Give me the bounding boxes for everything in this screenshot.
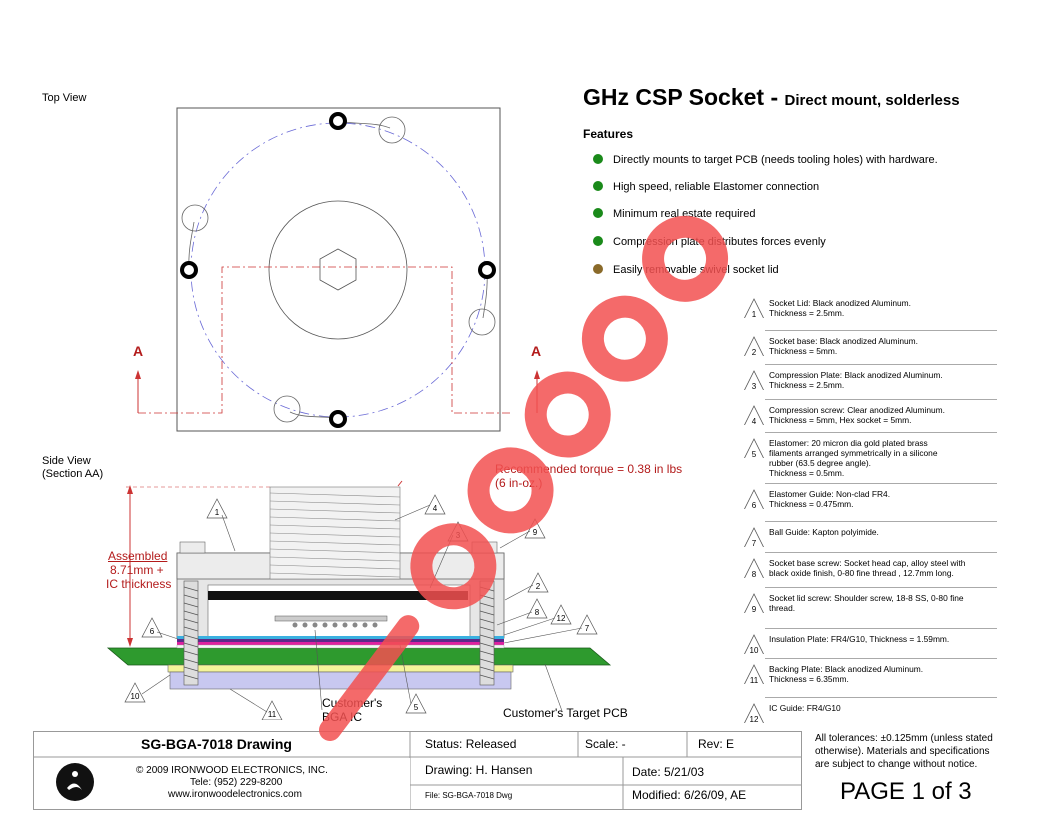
tolerance-note-line2: otherwise). Materials and specifications: [815, 746, 990, 757]
side-view-label: Side View: [42, 455, 91, 467]
part-number-triangle-icon: [743, 370, 765, 390]
modified-date: Modified: 6/26/09, AE: [632, 788, 747, 802]
part-number: 7: [751, 539, 757, 547]
callout-3: 3: [455, 531, 461, 540]
target-pcb: [108, 648, 610, 665]
part-description: IC Guide: FR4/G10: [769, 703, 841, 713]
part-description: Backing Plate: Black anodized Aluminum. Thickness = 6.35mm.: [769, 664, 924, 684]
company-phone: Tele: (952) 229-8200: [190, 777, 283, 788]
customer-bga-label-line2: BGA IC: [322, 710, 363, 724]
feature-item: Easily removable swivel socket lid: [593, 264, 779, 280]
title-main: GHz CSP Socket -: [583, 84, 785, 110]
callout-6: 6: [149, 627, 155, 636]
part-description: Socket Lid: Black anodized Aluminum. Thickness = 2.5mm.: [769, 298, 911, 318]
ironwood-logo: [55, 762, 95, 802]
file-name: File: SG-BGA-7018 Dwg: [425, 791, 513, 800]
tolerance-note-line3: are subject to change without notice.: [815, 759, 978, 770]
part-description: Socket base: Black anodized Aluminum. Thickness = 5mm.: [769, 336, 918, 356]
part-description: Compression screw: Clear anodized Aluminum. Thickness = 5mm, Hex socket = 5mm.: [769, 405, 945, 425]
part-number-triangle-icon: [743, 703, 765, 723]
drawing-author: Drawing: H. Hansen: [425, 763, 533, 777]
part-number: 10: [749, 646, 759, 654]
part-divider: [765, 658, 997, 659]
part-divider: [765, 521, 997, 522]
customer-bga-label: Customer's: [322, 696, 383, 710]
assembled-height: 8.71mm +: [110, 563, 164, 577]
part-divider: [765, 399, 997, 400]
part-description: Ball Guide: Kapton polyimide.: [769, 527, 879, 537]
part-divider: [765, 432, 997, 433]
part-number-triangle-icon: [743, 527, 765, 547]
part-number: 4: [751, 417, 757, 425]
backing-plate: [170, 672, 511, 689]
part-number: 8: [751, 570, 757, 578]
part-description: Elastomer Guide: Non-clad FR4. Thickness = 0.475mm.: [769, 489, 891, 509]
section-arrow-right: [530, 365, 544, 415]
part-number: 5: [751, 450, 757, 458]
feature-item: Directly mounts to target PCB (needs tooling holes) with hardware.: [593, 154, 938, 170]
page-subtitle: Direct mount, solderless: [784, 92, 960, 109]
part-description: Compression Plate: Black anodized Aluminum. Thickness = 2.5mm.: [769, 370, 943, 390]
scale: Scale: -: [585, 737, 626, 751]
part-number: 2: [751, 348, 757, 356]
bullet-icon: [593, 154, 603, 164]
company-website[interactable]: www.ironwoodelectronics.com: [168, 789, 302, 800]
status: Status: Released: [425, 737, 517, 751]
part-divider: [765, 483, 997, 484]
features-heading: Features: [583, 127, 634, 141]
part-number-triangle-icon: [743, 634, 765, 654]
part-number-triangle-icon: [743, 664, 765, 684]
section-marker-right: A: [531, 343, 542, 359]
part-divider: [765, 364, 997, 365]
feature-item: Minimum real estate required: [593, 208, 755, 224]
assembled-ic-note: IC thickness: [106, 577, 172, 591]
top-view-label: Top View: [42, 92, 87, 104]
part-number-triangle-icon: [743, 405, 765, 425]
section-marker-left: A: [133, 343, 144, 359]
part-description: Insulation Plate: FR4/G10, Thickness = 1.59mm.: [769, 634, 950, 644]
lid-screw-right: [480, 263, 494, 277]
callout-12: 12: [556, 614, 566, 623]
top-view-drawing: [130, 100, 510, 440]
part-divider: [765, 330, 997, 331]
revision: Rev: E: [698, 737, 735, 751]
callout-11: 11: [267, 710, 277, 719]
callout-1: 1: [214, 508, 220, 517]
part-number: 11: [749, 676, 759, 684]
feature-item: High speed, reliable Elastomer connection: [593, 181, 819, 197]
compression-screw: [270, 487, 400, 579]
lid-screw-bottom: [331, 412, 345, 426]
part-number-triangle-icon: [743, 336, 765, 356]
callout-4: 4: [432, 504, 438, 513]
bullet-icon: [593, 264, 603, 274]
page-number: PAGE 1 of 3: [840, 778, 972, 805]
part-description: Elastomer: 20 micron dia gold plated brass filaments arranged symmetrically in a silicone rubber (63.5 degree angle). Thickness = 0.5mm.: [769, 438, 938, 478]
part-number: 1: [751, 310, 757, 318]
part-number-triangle-icon: [743, 593, 765, 613]
part-divider: [765, 697, 997, 698]
part-number-triangle-icon: [743, 489, 765, 509]
lid-screw-top: [331, 114, 345, 128]
page-title: [583, 84, 960, 111]
customer-pcb-label: Customer's Target PCB: [503, 706, 628, 720]
part-number: 9: [751, 605, 757, 613]
part-divider: [765, 587, 997, 588]
socket-outline: [177, 108, 500, 431]
part-number: 3: [751, 382, 757, 390]
compression-plate: [208, 591, 468, 600]
part-description: Socket base screw: Socket head cap, alloy steel with black oxide finish, 0-80 fine thread , 12.7mm long.: [769, 558, 966, 578]
drawing-date: Date: 5/21/03: [632, 765, 705, 779]
callout-8: 8: [534, 608, 540, 617]
part-divider: [765, 628, 997, 629]
part-number: 6: [751, 501, 757, 509]
feature-item: Compression plate distributes forces evenly: [593, 236, 826, 252]
side-view-drawing: [100, 475, 620, 720]
torque-note-line1: Recommended torque = 0.38 in lbs: [495, 462, 683, 476]
bullet-icon: [593, 208, 603, 218]
tolerance-note-line1: All tolerances: ±0.125mm (unless stated: [815, 733, 993, 744]
assembled-label: Assembled: [108, 549, 168, 563]
callout-7: 7: [584, 624, 590, 633]
side-view-sublabel: (Section AA): [42, 468, 104, 480]
callout-2: 2: [535, 582, 541, 591]
part-number-triangle-icon: [743, 298, 765, 318]
callout-9: 9: [532, 528, 538, 537]
callout-5: 5: [413, 703, 419, 712]
callout-10: 10: [130, 692, 140, 701]
bullet-icon: [593, 181, 603, 191]
part-number: 12: [749, 715, 759, 723]
company-name: © 2009 IRONWOOD ELECTRONICS, INC.: [136, 765, 328, 776]
part-number-triangle-icon: [743, 558, 765, 578]
part-number-triangle-icon: [743, 438, 765, 458]
part-description: Socket lid screw: Shoulder screw, 18-8 SS, 0-80 fine thread.: [769, 593, 964, 613]
bullet-icon: [593, 236, 603, 246]
torque-note-line2: (6 in-oz.): [495, 476, 543, 490]
drawing-name: SG-BGA-7018 Drawing: [141, 736, 292, 752]
customer-bga-ic: [275, 616, 387, 621]
part-divider: [765, 552, 997, 553]
lid-screw-left: [182, 263, 196, 277]
